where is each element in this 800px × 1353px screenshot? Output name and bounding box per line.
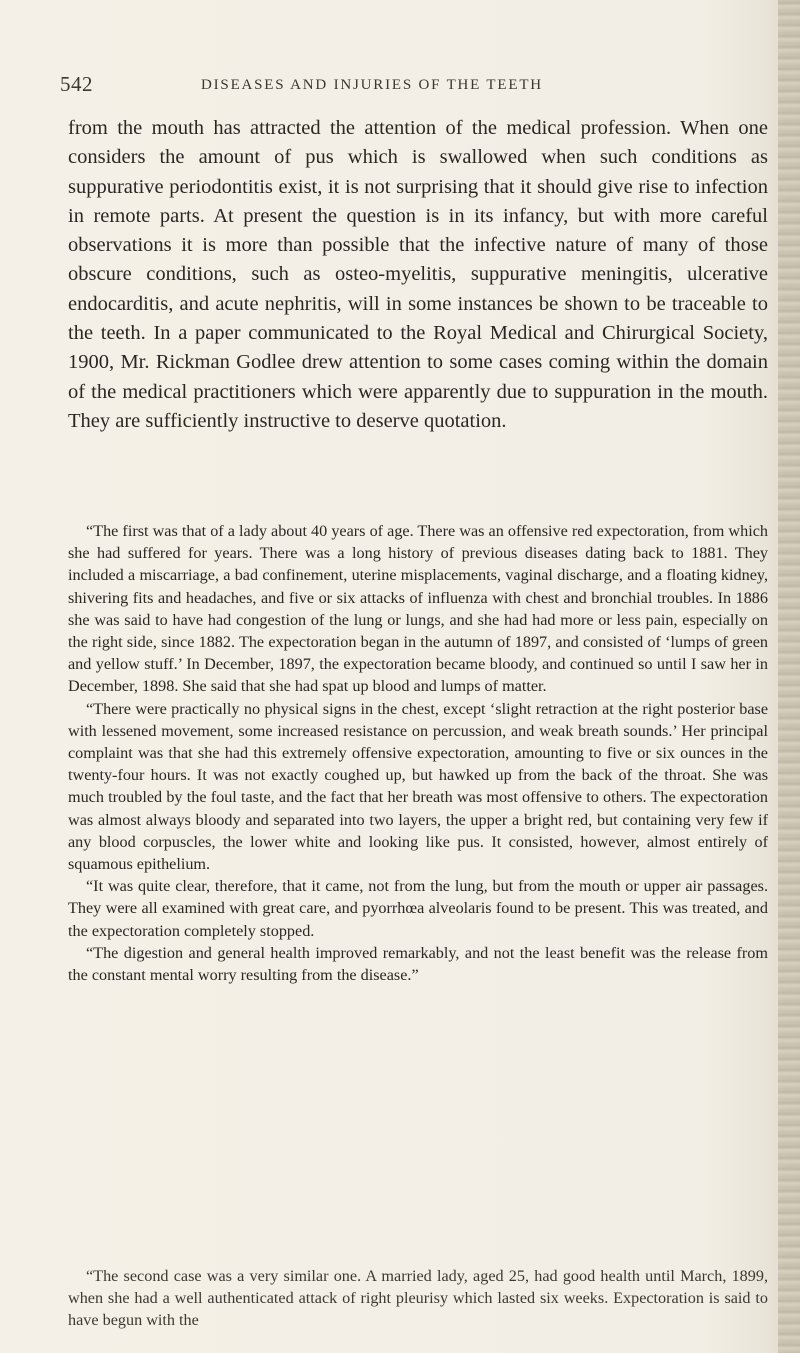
page-number: 542 <box>60 72 93 96</box>
quote-paragraph-1: “The first was that of a lady about 40 years of age. There was an offensive red expectoration, from which she had suffered for years. There was a long history of previous diseases dating back to 1881. They included a miscarriage, a bad confinement, uterine misplacements, vaginal discharge, and a floating kidney, shivering fits and headaches, and five or six attacks of influenza with chest and bronchial troubles. In 1886 she was said to have had congestion of the lung or lungs, and she had had more or less pain, especially on the right side, since 1882. The expectoration began in the autumn of 1897, and consisted of ‘lumps of green and yellow stuff.’ In December, 1897, the expectoration became bloody, and continued so until I saw her in December, 1898. She said that she had spat up blood and lumps of matter. <box>68 522 768 696</box>
page-edge-shadow <box>778 0 800 1353</box>
quoted-case-block <box>68 520 768 986</box>
page-header <box>60 72 760 98</box>
running-head: DISEASES AND INJURIES OF THE TEETH <box>201 77 543 93</box>
quote-paragraph-3: “It was quite clear, therefore, that it came, not from the lung, but from the mouth or upper air passages. They were all examined with great care, and pyorrhœa alveolaris found to be present. This was treated, and the expectoration completely stopped. <box>68 877 768 940</box>
quote-paragraph-4: “The digestion and general health improved remarkably, and not the least benefit was the release from the constant mental worry resulting from the disease.” <box>68 943 768 985</box>
body-paragraph: from the mouth has attracted the attention of the medical profession. When one considers the amount of pus which is swallowed when such conditions as suppurative periodontitis exist, it is not surprising that it should give rise to infection in remote parts. At present the question is in its infancy, but with more careful observations it is more than possible that the infective nature of many of those obscure conditions, such as osteo-myelitis, suppurative meningitis, ulcerative endocarditis, and acute nephritis, will in some instances be shown to be traceable to the teeth. In a paper communicated to the Royal Medical and Chirurgical Society, 1900, Mr. Rickman Godlee drew attention to some cases coming within the domain of the medical practitioners which were apparently due to suppuration in the mouth. They are sufficiently instructive to deserve quotation. <box>68 117 768 432</box>
second-case-paragraph: “The second case was a very similar one. A married lady, aged 25, had good health until March, 1899, when she had a well authenticated attack of right pleurisy which lasted six weeks. Expectoration is said to have begun with the <box>68 1267 768 1330</box>
quote-paragraph-2: “There were practically no physical signs in the chest, except ‘slight retraction at the right posterior base with lessened movement, some increased resistance on percussion, and weak breath sounds.’ Her principal complaint was that she had this extremely offensive expectoration, amounting to five or six ounces in the twenty-four hours. It was not exactly coughed up, but hawked up from the back of the throat. She was much troubled by the foul taste, and the fact that her breath was most offensive to others. The expectoration was almost always bloody and separated into two layers, the upper a bright red, but containing very few if any blood corpuscles, the lower white and looking like pus. It consisted, however, almost entirely of squamous epithelium. <box>68 699 768 874</box>
